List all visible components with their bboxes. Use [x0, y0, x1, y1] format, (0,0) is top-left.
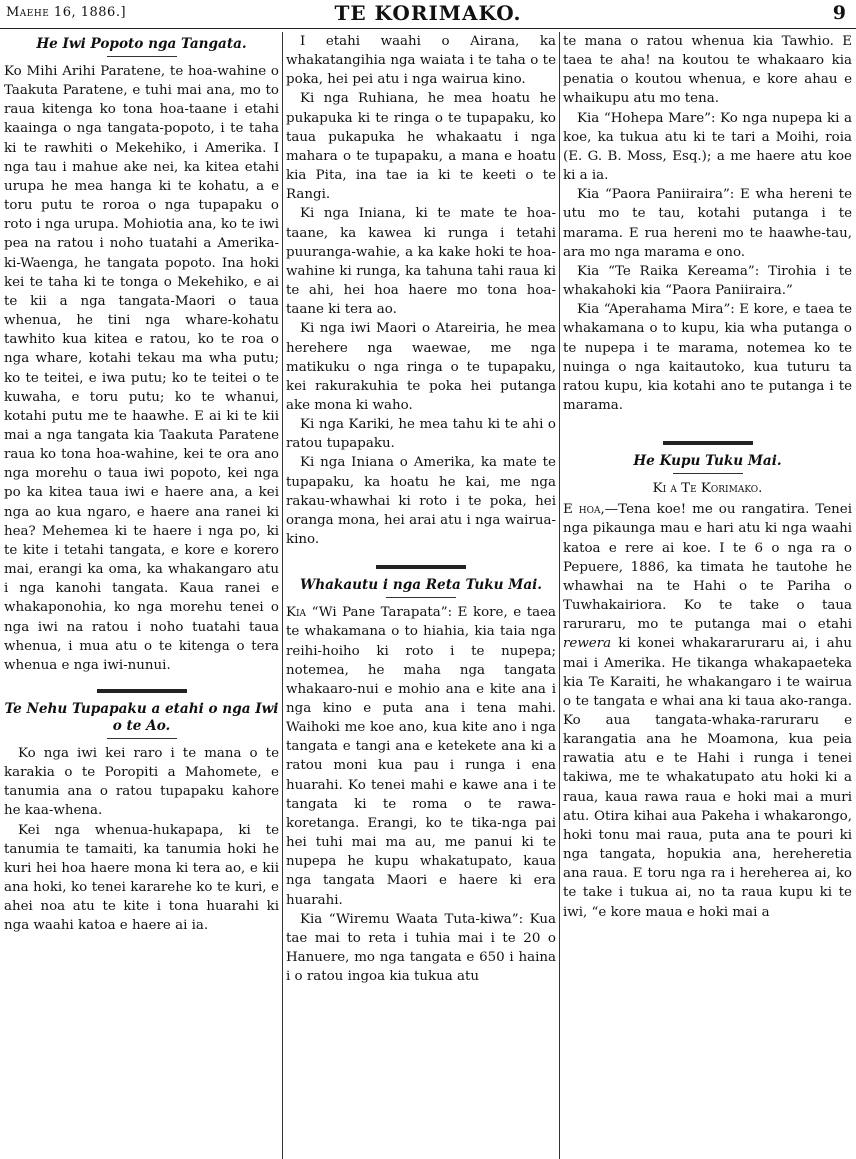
letter-reply: te mana o ratou whenua kia Tawhio. E taea te aha! na koutou te whakaaro kia penatia o koutou whenua, e kore ahau e whaikupu atu mo tena.	[563, 34, 852, 107]
section-divider	[376, 565, 466, 569]
divider	[107, 56, 177, 57]
article-paragraph: I etahi waahi o Airana, ka whakatangihia nga waiata i te taha o te poka, hei pei atu i nga wairua kino.	[286, 34, 556, 88]
issue-date: Maehe 16, 1886.]	[6, 5, 127, 20]
newspaper-title: TE KORIMAKO.	[334, 1, 522, 25]
divider	[386, 597, 456, 598]
article-heading-correspondence: He Kupu Tuku Mai.	[633, 453, 782, 470]
divider	[107, 738, 177, 739]
letter-reply: Kia “Hohepa Mare”: Ko nga nupepa ki a koe, ka tukua atu ki te tari a Moihi, roia (E. G. B. Moss, Esq.); a me haere atu koe ki a ia.	[563, 110, 852, 184]
article-paragraph: Kei nga whenua-hukapapa, ki te tanumia te tamaiti, ka tanumia hoki he kuri hei hoa haere mona ki tera ao, e kii ana hoki, ko tenei kararehe ko te kuri, e ahei noa atu te kite i tona huarahi ki nga waahi katoa e haere ai ia.	[4, 822, 279, 934]
article-heading-letters: Whakautu i nga Reta Tuku Mai.	[299, 577, 543, 594]
column-2	[286, 32, 556, 1159]
article-heading-burials: Te Nehu Tupapaku a etahi o nga Iwi o te Ao.	[4, 701, 279, 734]
divider	[673, 473, 743, 474]
article-paragraph: Ki nga Iniana, ki te mate te hoa-taane, ka kawea ki runga i tetahi puuranga-wahie, a ka kake hoki te hoa-wahine ki runga, ka tahuna tahi raua ki te ahi, hei hoa haere mo tona hoa-taane ki tera ao.	[286, 206, 556, 318]
column-rule-right	[559, 32, 560, 1159]
masthead	[0, 0, 856, 29]
article-paragraph: Ki nga Kariki, he mea tahu ki te ahi o ratou tupapaku.	[286, 417, 556, 452]
article-paragraph: Ko Mihi Arihi Paratene, te hoa-wahine o Taakuta Paratene, e tuhi mai ana, mo to raua kitenga ko tona hoa-taane i etahi kaainga o nga tangata-popoto, i te taha ki te rawhiti o Mekehiko, i Amerika. I nga tau i mahue ake nei, ka kitea etahi urupa he mea hanga ki te kohatu, a e toru putu te roroa o nga tupapaku o roto i nga urupa. Mohiotia ana, ko te iwi pea na ratou i noho tuatahi a Amerika-ki-Waenga, he tangata popoto. Ina hoki kei te taha ki te tonga o Mekehiko, e ai te kii a nga tangata-Maori o taua whenua, he tini nga whare-kohatu tawhito kua kitea e ratou, ko te roa o nga whare, kotahi tekau ma wha putu; ko te teitei, e iwa putu; ko te teitei o te kuwaha, e toru putu; ko te whanui, kotahi putu me te haawhe. E ai ki te kii mai a nga tangata kia Taakuta Paratene raua ko tona hoa-wahine, kei te ora ano nga morehu o taua iwi popoto, kei nga po ka kitea taua iwi e haere ana, a kei nga ao kua ngaro, e haere ana ranei ki hea? Mehemea ki te haere i nga po, ki te kite i tetahi tangata, e kore e korero mai, erangi ka oma, ka whakangaro atu i nga kanohi tangata. Kaua ranei e whakaponohia, ko nga morehu tenei o nga iwi na ratou i noho tuatahi taua whenua, i mua atu o te kitenga o tera whenua e nga iwi-nunui.	[4, 64, 279, 673]
letter-reply: Kia “Aperahama Mira”: E kore, e taea te whakamana o to kupu, kia wha putanga o te nupepa i te marama, notemea ko te nuinga o nga kaitautoko, kua tuturu ta ratou kupu, kia kotahi ano te putanga i te marama.	[563, 302, 852, 413]
column-1	[4, 32, 279, 1159]
page-number: 9	[832, 2, 846, 24]
article-paragraph: Ki nga iwi Maori o Atareiria, he mea herehere nga waewae, me nga matikuku o nga ringa o te tupapaku, kei rakurakuhia te poka hei putanga ake mona ki waho.	[286, 321, 556, 413]
article-paragraph: Ko nga iwi kei raro i te mana o te karakia o te Poropiti a Mahomete, e tanumia ana o ratou tupapaku kahore he kaa-whena.	[4, 746, 279, 819]
article-heading-pygmies: He Iwi Popoto nga Tangata.	[36, 36, 247, 52]
letter-reply: Kia “Paora Paniiraira”: E wha hereni te utu mo te tau, kotahi putanga i te marama. E rua hereni mo te haawhe-tau, ara mo nga marama e ono.	[563, 187, 852, 260]
article-paragraph: Ki nga Iniana o Amerika, ka mate te tupapaku, ka hoatu he kai, me nga rakau-whawhai ki roto i te poka, hei oranga mona, hei arai atu i nga wairua-kino.	[286, 455, 556, 548]
article-paragraph: Ki nga Ruhiana, he mea hoatu he pukapuka ki te ringa o te tupapaku, ko taua pukapuka he whakaatu i nga mahara o te tupapaku, a mana e hoatu kia Pita, ina tae ia ki te keeti o te Rangi.	[286, 91, 556, 203]
letter-body: E hoa,—Tena koe! me ou rangatira. Tenei nga pikaunga mau e hari atu ki nga waahi katoa e rere ai koe. I te 6 o nga ra o Pepuere, 1886, ka timata he tautohe he whawhai na te Hahi o te Pariha o Tuwhakairiora. Ko te take o taua raruraru, mo te putanga mai o etahi rewera ki konei whakararuraru ai, i ahu mai i Amerika. He tikanga whakapaeteka kia Te Karaiti, he whakangaro i te wairua o te tangata e whai ana ki taua ako-ranga. Ko aua tangata-whaka-raruraru e karangatia ana he Moamona, kua peia rawatia atu e te Hahi i runga i tenei takiwa, me te whakatupato atu hoki ki a raua, kaua rawa raua e hoki mai a muri atu. Otira kihai aua Pakeha i whakarongo, hoki tonu mai raua, puta ana te pouri ki nga tangata, hopukia ana, hereheretia ana raua. E toru nga ra i hereherea ai, ko te take i tukua ai, no ta raua kupu ki te iwi, “e kore maua e hoki mai a	[563, 502, 852, 920]
letter-reply: Kia “Wiremu Waata Tuta-kiwa”: Kua tae mai to reta i tuhia mai i te 20 o Hanuere, mo nga tangata e 650 i haina i o ratou ingoa kia tukua atu	[286, 911, 556, 985]
section-divider	[663, 441, 753, 445]
column-3	[563, 32, 852, 1159]
salutation: Ki a Te Korimako.	[652, 481, 763, 497]
column-rule-left	[282, 32, 283, 1159]
section-divider	[97, 689, 187, 693]
letter-reply: Kia “Te Raika Kereama”: Tirohia i te whakahoki kia “Paora Paniiraira.”	[563, 263, 852, 299]
letter-reply: Kia “Wi Pane Tarapata”: E kore, e taea te whakamana o to hiahia, kia taia nga reihi-hoiho ki roto i te nupepa; notemea, he maha nga tangata whakaaro-nui e mohio ana e kite ana i nga kino e puta ana i tena mahi. Waihoki me koe ano, kua kite ano i nga tangata e tangi ana e ketekete ana ki a ratou moni kua pau i runga i ena huarahi. Ko tenei mahi e kawe ana i te tangata ki te roma o te rawa-koretanga. Erangi, ko te tika-nga pai hei tuhi mai ma au, me panui ki te nupepa he kupu whakatupato, kaua nga tangata Maori e haere ki era huarahi.	[286, 605, 556, 908]
